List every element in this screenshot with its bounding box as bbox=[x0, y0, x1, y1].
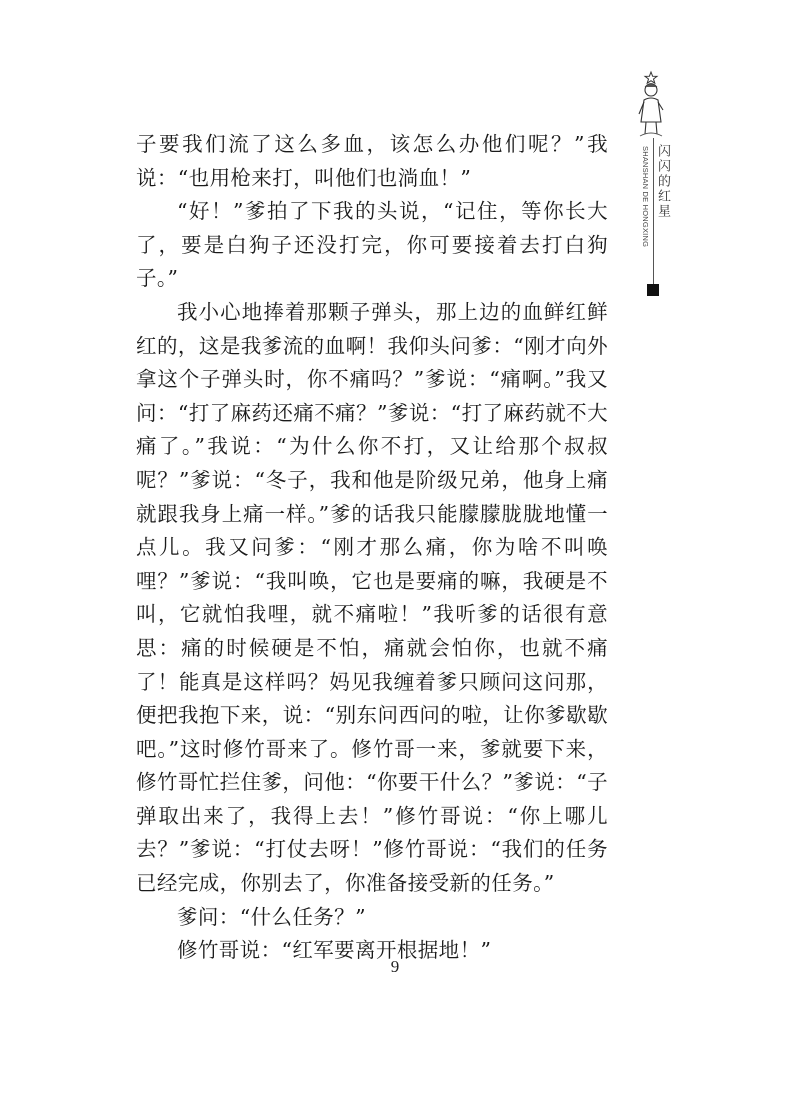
paragraph: 修竹哥说：“红军要离开根据地！” bbox=[177, 938, 492, 963]
side-tab-marker bbox=[647, 284, 659, 296]
body-text bbox=[136, 128, 608, 968]
paragraph: 子要我们流了这么多血，该怎么办他们呢？”我说：“也用枪来打，叫他们也淌血！” bbox=[136, 132, 608, 190]
paragraph: 我小心地捧着那颗子弹头，那上边的血鲜红鲜红的，这是我爹流的血啊！我仰头问爹：“刚才向外拿这个子弹头时，你不痛吗？”爹说：“痛啊。”我又问：“打了麻药还痛不痛？”爹说：“打了麻药就不大痛了。”我说：“为什么你不打，又让给那个叔叔呢？”爹说：“冬子，我和他是阶级兄弟，他身上痛就跟我身上痛一样。”爹的话我只能朦朦胧胧地懂一点儿。我又问爹：“刚才那么痛，你为啥不叫唤哩？”爹说：“我叫唤，它也是要痛的嘛，我硬是不叫，它就怕我哩，就不痛啦！”我听爹的话很有意思：痛的时候硬是不怕，痛就会怕你，也就不痛了！能真是这样吗？妈见我缠着爹只顾问这问那，便把我抱下来，说：“别东问西问的啦，让你爹歇歇吧。”这时修竹哥来了。修竹哥一来，爹就要下来，修竹哥忙拦住爹，问他：“你要干什么？”爹说：“子弹取出来了，我得上去！”修竹哥说：“你上哪儿去？”爹说：“打仗去呀！”修竹哥说：“我们的任务已经完成，你别去了，你准备接受新的任务。” bbox=[136, 299, 608, 896]
paragraph: “好！”爹拍了下我的头说，“记住，等你长大了，要是白狗子还没打完，你可要接着去打白狗子。” bbox=[136, 199, 608, 291]
page-number: 9 bbox=[390, 957, 400, 976]
paragraph: 爹问：“什么任务？” bbox=[177, 904, 366, 929]
child-figure-emblem-icon bbox=[636, 70, 666, 142]
side-tab-roman-title: SHANSHAN DE HONGXING bbox=[641, 146, 650, 248]
side-tab-book-title: 闪闪的红星 bbox=[655, 144, 670, 219]
